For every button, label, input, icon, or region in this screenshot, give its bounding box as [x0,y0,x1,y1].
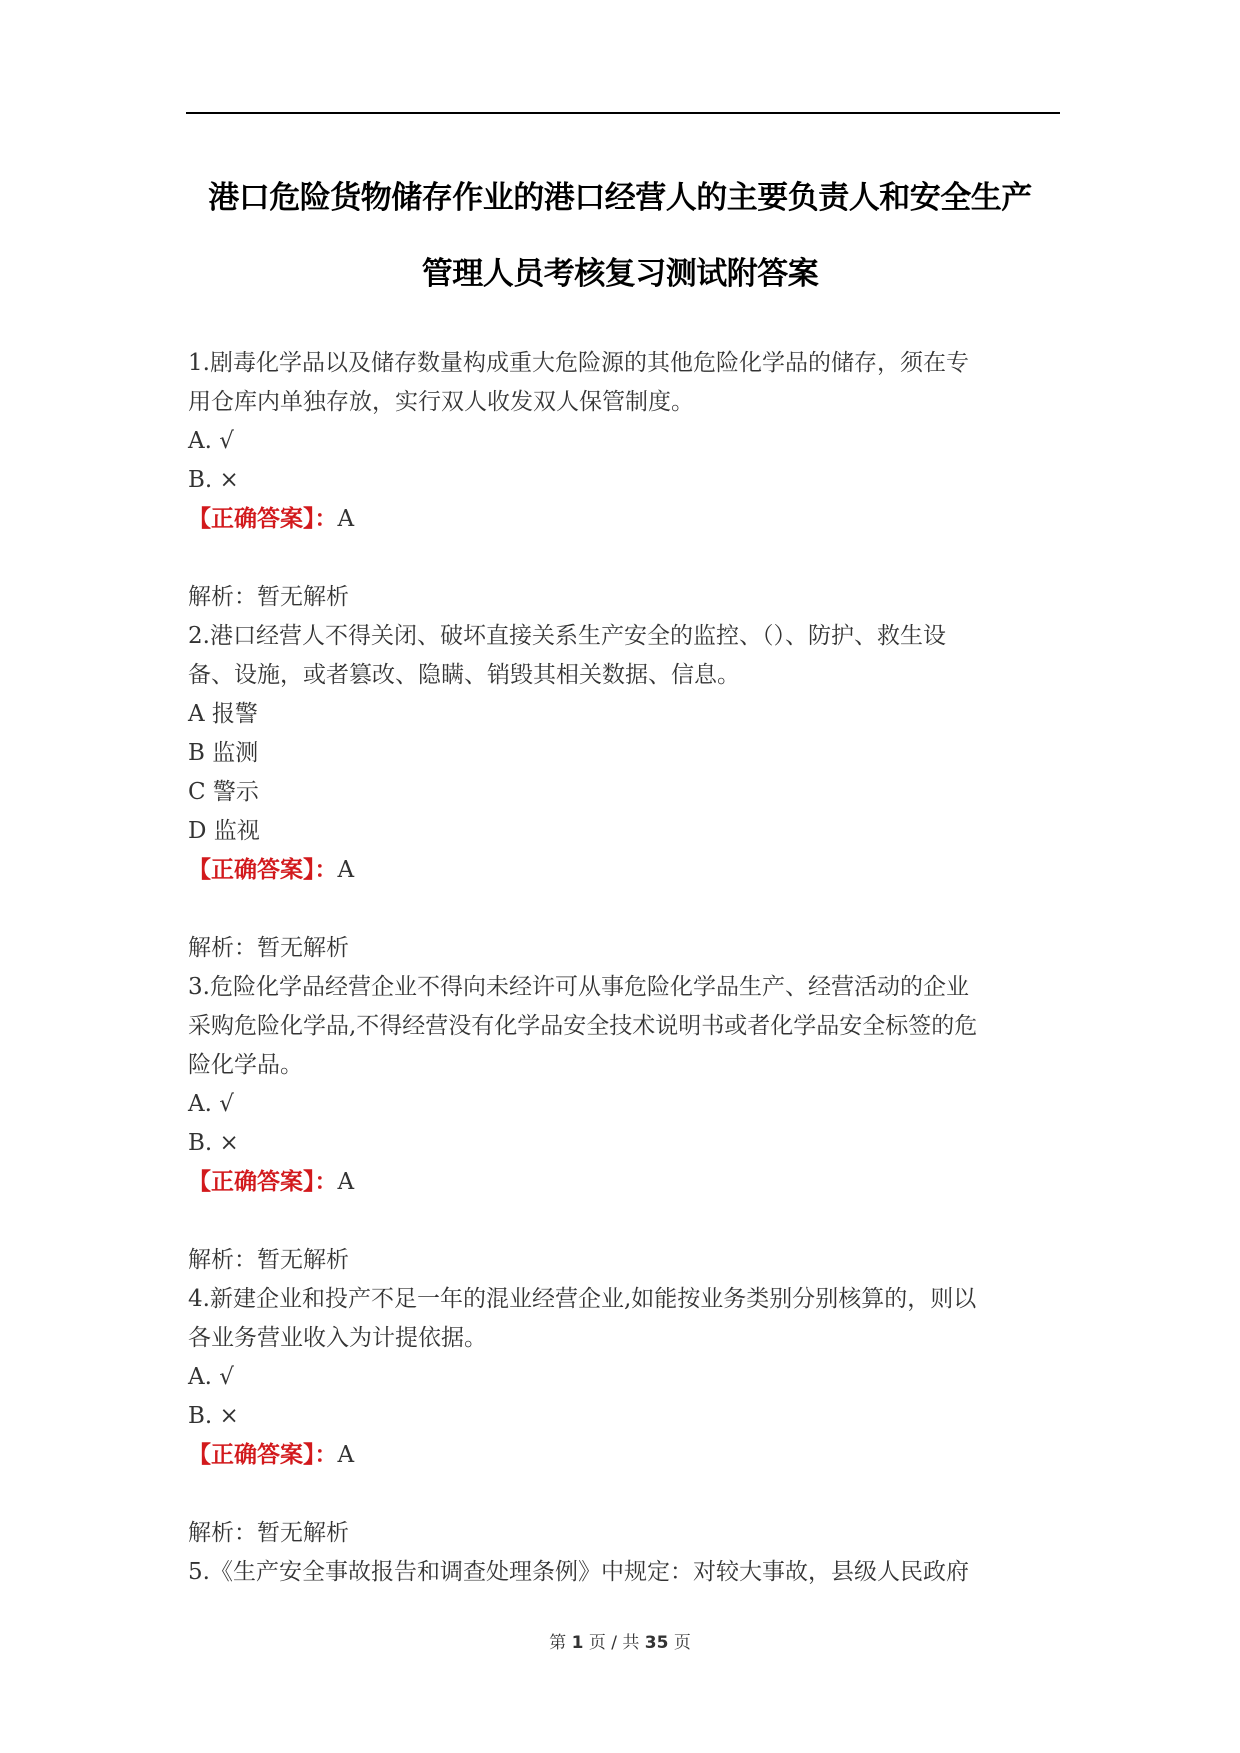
option-a: A. √ [188,428,234,454]
answer-value: A [337,1169,355,1195]
page-footer [0,1628,1240,1653]
option-a: A. √ [188,1364,234,1390]
correct-answer [188,1163,1058,1202]
question-4 [188,1280,1058,1553]
answer-label: 【正确答案】： [188,506,338,532]
title-line-1: 港口危险货物储存作业的港口经营人的主要负责人和安全生产 [208,180,1032,216]
analysis-text: 解析：暂无解析 [188,584,349,610]
analysis-text: 解析：暂无解析 [188,935,349,961]
question-text-line: 用仓库内单独存放，实行双人收发双人保管制度。 [188,389,694,415]
option-b: B. × [188,467,239,493]
current-page-number: 1 [571,1633,584,1653]
option-a: A. √ [188,1091,234,1117]
question-text-line: 5.《生产安全事故报告和调查处理条例》中规定：对较大事故，县级人民政府 [188,1559,969,1585]
footer-suffix: 页 [673,1633,691,1653]
answer-value: A [337,857,355,883]
question-2 [188,617,1058,968]
question-text-line: 备、设施，或者篡改、隐瞒、销毁其相关数据、信息。 [188,662,740,688]
option-b: B. × [188,1130,239,1156]
header-rule [186,112,1060,114]
answer-label: 【正确答案】： [188,857,338,883]
question-text-line: 1.剧毒化学品以及储存数量构成重大危险源的其他危险化学品的储存，须在专 [188,350,969,376]
footer-prefix: 第 [549,1633,567,1653]
title-line-2: 管理人员考核复习测试附答案 [421,256,819,292]
question-list [188,344,1058,1592]
correct-answer [188,500,1058,539]
option-d: D 监视 [188,818,260,844]
answer-value: A [337,506,355,532]
footer-middle: 页 / 共 [588,1633,640,1653]
answer-value: A [337,1442,355,1468]
analysis-text: 解析：暂无解析 [188,1247,349,1273]
answer-label: 【正确答案】： [188,1169,338,1195]
question-text-line: 4.新建企业和投产不足一年的混业经营企业,如能按业务类别分别核算的，则以 [188,1286,977,1312]
question-text-line: 险化学品。 [188,1052,303,1078]
answer-label: 【正确答案】： [188,1442,338,1468]
correct-answer [188,851,1058,890]
question-1 [188,344,1058,617]
question-text-line: 各业务营业收入为计提依据。 [188,1325,487,1351]
question-text-line: 采购危险化学品,不得经营没有化学品安全技术说明书或者化学品安全标签的危 [188,1013,978,1039]
question-text-line: 3.危险化学品经营企业不得向未经许可从事危险化学品生产、经营活动的企业 [188,974,969,1000]
question-5 [188,1553,1058,1592]
question-3 [188,968,1058,1280]
option-b: B. × [188,1403,239,1429]
question-text-line: 2.港口经营人不得关闭、破坏直接关系生产安全的监控、（）、防护、救生设 [188,623,946,649]
document-title [160,160,1080,312]
option-a: A 报警 [188,701,258,727]
correct-answer [188,1436,1058,1475]
total-page-count: 35 [644,1633,669,1653]
analysis-text: 解析：暂无解析 [188,1520,349,1546]
option-b: B 监测 [188,740,259,766]
option-c: C 警示 [188,779,259,805]
